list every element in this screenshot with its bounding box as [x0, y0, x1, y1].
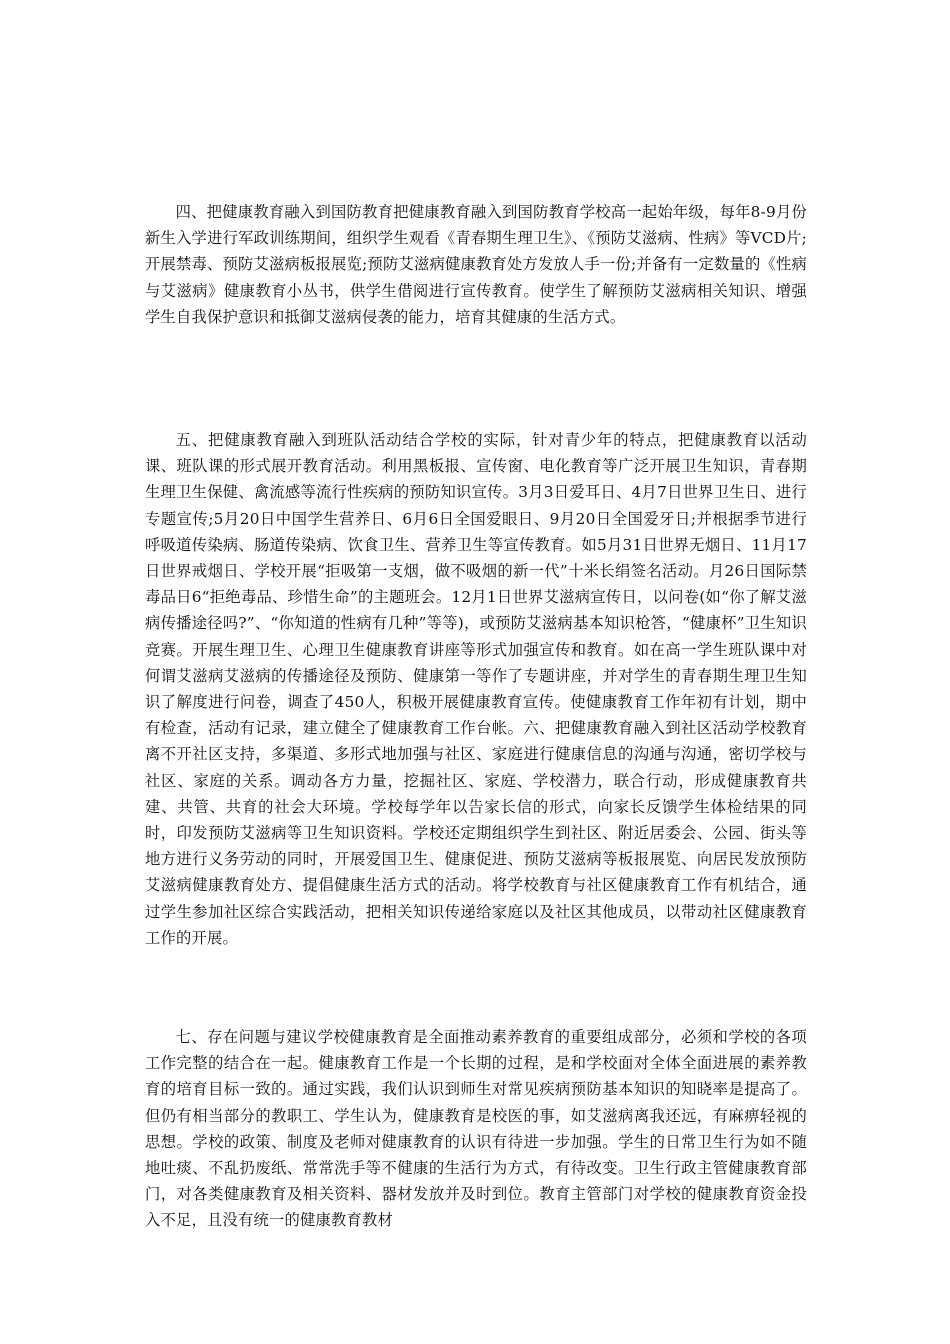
paragraph-section-4: 四、把健康教育融入到国防教育把健康教育融入到国防教育学校高一起始年级，每年8-9月份新生入学进行军政训练期间，组织学生观看《青春期生理卫生》、《预防艾滋病、性病》等VCD片;开展禁毒、预防艾滋病板报展览;预防艾滋病健康教育处方发放人手一份;并备有一定数量的《性病与艾滋病》健康教育小丛书，供学生借阅进行宣传教育。使学生了解预防艾滋病相关知识、增强学生自我保护意识和抵御艾滋病侵袭的能力，培育其健康的生活方式。 — [145, 203, 807, 326]
paragraph-section-5-6: 五、把健康教育融入到班队活动结合学校的实际，针对青少年的特点，把健康教育以活动课、班队课的形式展开教育活动。利用黑板报、宣传窗、电化教育等广泛开展卫生知识，青春期生理卫生保健、禽流感等流行性疾病的预防知识宣传。3月3日爱耳日、4月7日世界卫生日、进行专题宣传;5月20日中国学生营养日、6月6日全国爱眼日、9月20日全国爱牙日;并根据季节进行呼吸道传染病、肠道传染病、饮食卫生、营养卫生等宣传教育。如5月31日世界无烟日、11月17日世界戒烟日、学校开展“拒吸第一支烟，做不吸烟的新一代”十米长绢签名活动。月26日国际禁毒品日6“拒绝毒品、珍惜生命”的主题班会。12月1日世界艾滋病宣传日，以问卷(如“你了解艾滋病传播途径吗?”、“你知道的性病有几种”等等)，或预防艾滋病基本知识枪答，“健康杯”卫生知识竞赛。开展生理卫生、心理卫生健康教育讲座等形式加强宣传和教育。如在高一学生班队课中对何谓艾滋病艾滋病的传播途径及预防、健康第一等作了专题讲座，并对学生的青春期生理卫生知识了解度进行问卷，调查了450人，积极开展健康教育宣传。使健康教育工作年初有计划，期中有检查，活动有记录，建立健全了健康教育工作台帐。六、把健康教育融入到社区活动学校教育离不开社区支持，多渠道、多形式地加强与社区、家庭进行健康信息的沟通与沟通，密切学校与社区、家庭的关系。调动各方力量，挖掘社区、家庭、学校潜力，联合行动，形成健康教育共建、共管、共育的社会大环境。学校每学年以告家长信的形式，向家长反馈学生体检结果的同时，印发预防艾滋病等卫生知识资料。学校还定期组织学生到社区、附近居委会、公园、街头等地方进行义务劳动的同时，开展爱国卫生、健康促进、预防艾滋病等板报展览、向居民发放预防艾滋病健康教育处方、提倡健康生活方式的活动。将学校教育与社区健康教育工作有机结合，通过学生参加社区综合实践活动，把相关知识传递给家庭以及社区其他成员，以带动社区健康教育工作的开展。 — [145, 431, 807, 947]
paragraph-section-7: 七、存在问题与建议学校健康教育是全面推动素养教育的重要组成部分，必须和学校的各项工作完整的结合在一起。健康教育工作是一个长期的过程，是和学校面对全体全面进展的素养教育的培育目标一致的。通过实践，我们认识到师生对常见疾病预防基本知识的知晓率是提高了。但仍有相当部分的教职工、学生认为，健康教育是校医的事，如艾滋病离我还远，有麻痹轻视的思想。学校的政策、制度及老师对健康教育的认识有待进一步加强。学生的日常卫生行为如不随地吐痰、不乱扔废纸、常常洗手等不健康的生活行为方式，有待改变。卫生行政主管健康教育部门，对各类健康教育及相关资料、器材发放并及时到位。教育主管部门对学校的健康教育资金投入不足，且没有统一的健康教育教材 — [145, 1028, 807, 1230]
